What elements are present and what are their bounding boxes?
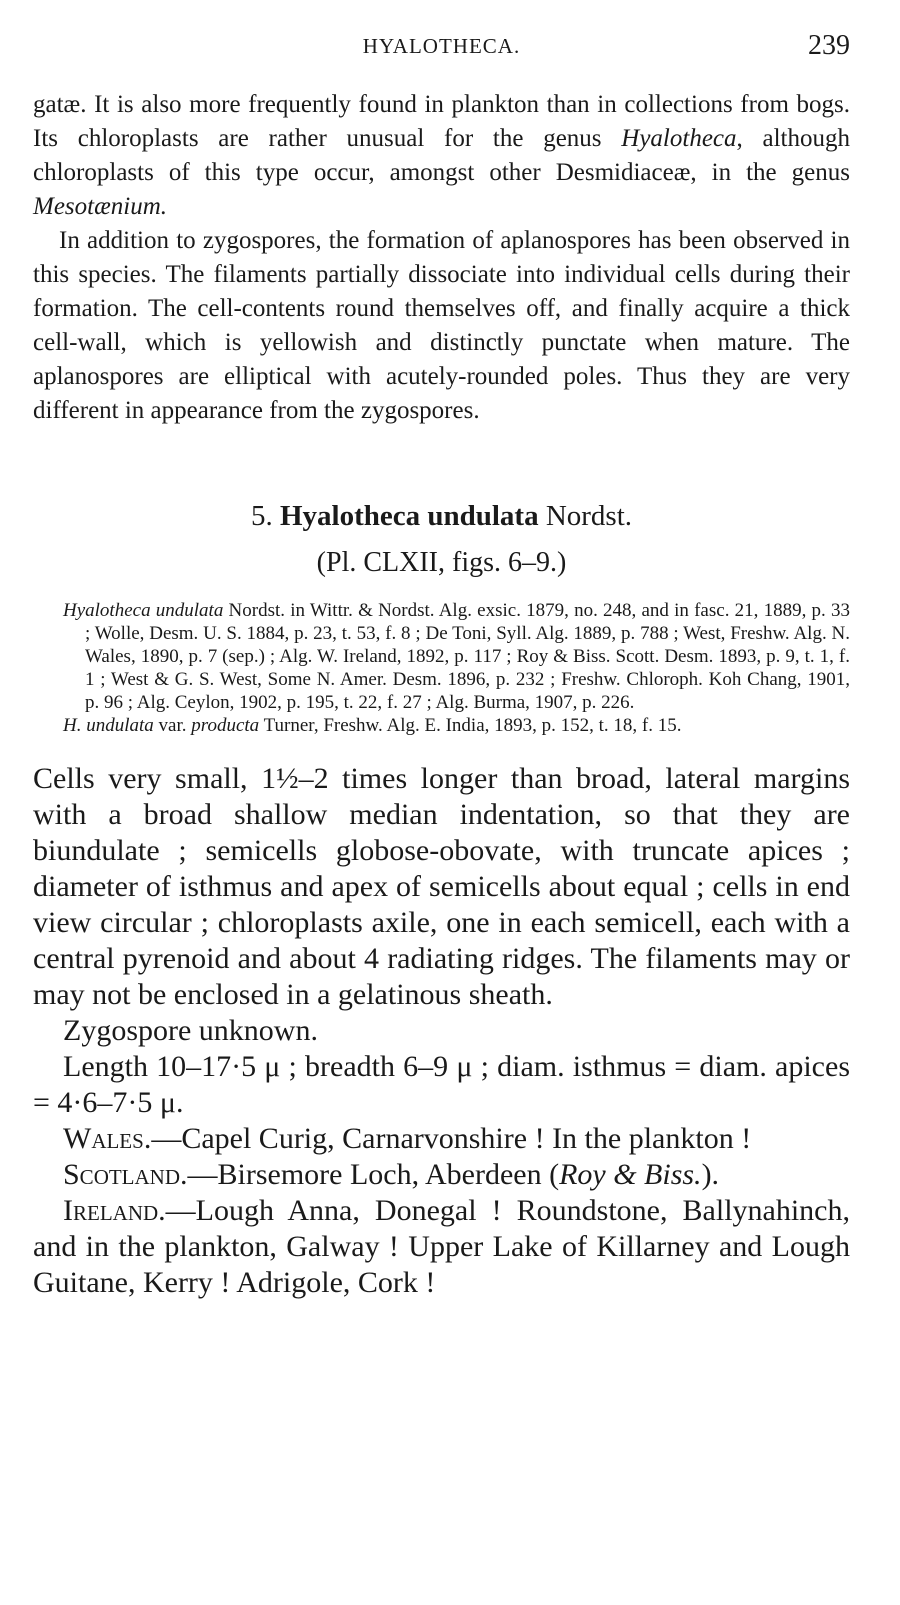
measurements: Length 10–17·5 μ ; breadth 6–9 μ ; diam. isthmus = diam. apices = 4·6–7·5 μ. [33, 1050, 850, 1119]
locality-scotland-text: —Birsemore Loch, Aberdeen ( [187, 1158, 560, 1191]
intro-p1-middle: , although chloroplasts of this type occur, amongst other Desmidiaceæ, in the genus [33, 125, 850, 186]
intro-p1-start: gatæ. It is also more frequently found in plankton than in collections from bogs. Its chloroplasts are rather unusual for the genus [33, 91, 850, 152]
locality-wales-text: —Capel Curig, Carnarvonshire ! In the plankton ! [151, 1122, 752, 1155]
reference-1-text: Nordst. in Wittr. & Nordst. Alg. exsic. 1879, no. 248, and in fasc. 21, 1889, p. 33 ; Wolle, Desm. U. S. 1884, p. 23, t. 53, f. 8 ; De Toni, Syll. Alg. 1889, p. 788 ; West, Freshw. Alg. N. Wales, 1890, p. 7 (sep.) ; Alg. W. Ireland, 1892, p. 117 ; Roy & Biss. Scott. Desm. 1893, p. 9, t. 1, f. 1 ; West & G. S. West, Some N. Amer. Desm. 1896, p. 232 ; Freshw. Chloroph. Koh Chang, 1901, p. 96 ; Alg. Ceylon, 1902, p. 195, t. 22, f. 27 ; Alg. Burma, 1907, p. 226. [85, 600, 851, 713]
locality-ireland-text: —Lough Anna, Donegal ! Roundstone, Ballynahinch, and in the plankton, Galway ! Upper Lake of Killarney and Lough Guitane, Kerry ! Adrigole, Cork ! [33, 1194, 850, 1299]
species-heading [33, 500, 850, 533]
zygospore-note: Zygospore unknown. [63, 1014, 318, 1047]
locality-wales-label: Wales. [63, 1122, 152, 1155]
plate-reference: (Pl. CLXII, figs. 6–9.) [316, 547, 567, 578]
intro-paragraph-1 [33, 88, 850, 224]
reference-2 [63, 714, 850, 737]
page-number: 239 [808, 30, 850, 61]
reference-2-name: H. undulata [63, 715, 154, 736]
running-head [33, 30, 850, 70]
locality-ireland [33, 1193, 850, 1301]
reference-1-name: Hyalotheca undulata [63, 600, 224, 621]
species-authority: Nordst. [545, 500, 633, 532]
locality-ireland-label: Ireland. [63, 1194, 166, 1227]
reference-2-variety: producta [191, 715, 260, 736]
species-description [33, 761, 850, 1301]
synonymy-references [63, 599, 850, 737]
intro-text [33, 88, 850, 428]
locality-scotland [33, 1157, 850, 1193]
genus-mesotaenium: Mesotænium. [33, 193, 168, 220]
genus-hyalotheca: Hyalotheca [621, 125, 737, 152]
locality-wales [33, 1121, 850, 1157]
reference-1 [63, 599, 850, 714]
description-text: Cells very small, 1½–2 times longer than broad, lateral margins with a broad shallow median indentation, so that they are biundulate ; semicells globose-obovate, with truncate apices ; diameter of isthmus and apex of semicells about equal ; cells in end view circular ; chloroplasts axile, one in each semicell, each with a central pyrenoid and about 4 radiating ridges. The filaments may or may not be enclosed in a gelatinous sheath. [33, 762, 850, 1011]
species-number: 5. [250, 500, 273, 532]
species-name: Hyalotheca undulata [279, 500, 539, 532]
locality-scotland-label: Scotland. [63, 1158, 188, 1191]
running-title: HYALOTHECA. [362, 34, 521, 58]
locality-scotland-end: ). [701, 1158, 720, 1191]
reference-2-var-label: var. [153, 715, 192, 736]
locality-scotland-authority: Roy & Biss. [559, 1158, 702, 1191]
intro-paragraph-2: In addition to zygospores, the formation of aplanospores has been observed in this species. The filaments partially dissociate into individual cells during their formation. The cell-contents round themselves off, and finally acquire a thick cell-wall, which is yellowish and distinctly punctate when mature. The aplanospores are elliptical with acutely-rounded poles. Thus they are very different in appearance from the zygospores. [33, 227, 850, 424]
reference-2-text: Turner, Freshw. Alg. E. India, 1893, p. 152, t. 18, f. 15. [259, 715, 682, 736]
